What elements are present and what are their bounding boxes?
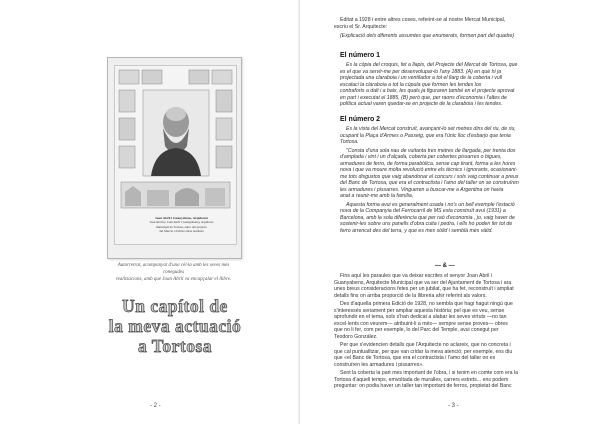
portrait-image (114, 65, 237, 245)
text-line: que no li fer, com per exemple, lo del Parc del Temple, avui conegut per (334, 327, 499, 333)
text-line: aprofundir en el tema, sols s'han dedicat a alabar les seves virtuts —no tan (334, 314, 507, 320)
text-line: nova i que va moure molta revolució entre els tècnics i ignorants, ocasionant- (340, 167, 518, 173)
text-line: projectada una claraboia i un ventilador a tot el llarg de la coberta i vull (340, 75, 503, 81)
text-line: Per que s'evidencien detalls que l'Arquitecte no aclareix, que no concreta i (340, 342, 511, 348)
text-line: Barcelona, amb la sola diferència que per raó d'economia , jo, vaig haver de (340, 214, 515, 221)
text-line: Fins aquí les paraules que va deixar escrites el senyor Joan Abril i (340, 273, 492, 279)
photo-frame (107, 57, 242, 259)
text-line: escalaci la claraboia a tot la cúpula que formen les tendes los (340, 81, 482, 88)
caption-line: Joan Abril (o Joan Abril i Guanyabens), arquitecte (149, 220, 214, 225)
text-line: Aquesta forma avui es generalment usada i no's un bell exemple l'estació (346, 201, 515, 208)
text-line: nova de la Companyia del Ferrocarril de MS esta construït avui (1931) a (340, 208, 506, 214)
intro-line: escriu el Sr. Arquitecte: (334, 23, 388, 30)
caption-line: municipal de Tortosa, autor del projecte (156, 224, 207, 229)
chapter-title-line: a Tortosa (137, 336, 213, 356)
text-line: armadures de ferro, de forma parabòlica, sense cap tirant, forma a les hores (340, 160, 516, 167)
text-line: les armadures i pissarres. Vingueren a buscar-me a Argentina on havia (340, 186, 504, 193)
chapter-title-line: Un capítol de (122, 296, 228, 316)
text-line: Tortosa. (340, 139, 359, 145)
text-line: anat a reunir-me amb la família, (340, 193, 414, 199)
photo-credit (107, 262, 240, 283)
portrait-caption (121, 216, 242, 234)
text-line: contraforts a dalt i a baix, les quals ja figuraren també en el projecte aprovat (340, 88, 515, 94)
section-1-text (340, 62, 572, 108)
caption-line: del Mercat i d'altres obres notables (159, 229, 204, 234)
text-line: detalls fins on arriba proporció de la llibreria ahir referint als valors. (334, 292, 487, 299)
text-line: me tots disgustos que vaig abandonar el concurs i sols vaig continuar a preus (340, 173, 519, 180)
chapter-title-line: la meva actuació (108, 316, 242, 336)
photo-credit-line: Autorretrat, acompanyat d'una cèl·la amb les seves més conegudes (117, 263, 230, 275)
text-line: Des d'aquella primera Edició de 1928, no sembla que hagi hagut ningú que (340, 301, 513, 307)
intro-note: (Explicació dels diferents assumtes que enumerats, formen part del quadre) (340, 33, 515, 39)
text-line: política actual varen quedar-se en projecte de la claraboia i les tendes. (340, 101, 503, 107)
section-2-text (340, 126, 572, 234)
text-line: es el que va servir-me per desenvolupar-lo l'any 1883. (A) en què hi ja (340, 68, 502, 75)
text-line: Tortosa d'aquell temps, emvoltada de muralles, carrers estrets... ens podem (334, 376, 509, 383)
text-line: s'interessés seriament per ampliar aquesta història; pel que es veu, sense (334, 307, 505, 314)
intro-paragraph (334, 17, 572, 40)
caption-title: Joan Abril i Guanyabens, Arquitecte (155, 216, 208, 220)
body-text (334, 273, 572, 390)
text-line: preguntar: on podia haver un taller tan important de ferros, propietat del Banc (334, 383, 512, 389)
text-line: del Banc de Tortosa, que era el contractista i l'amo del taller on se construïren (340, 180, 519, 186)
page-number-left: - 2 - (150, 403, 161, 409)
text-line: en part i executat el 1885, (B) però que, per raons d'economia i l'altes de (340, 94, 507, 101)
text-line: sostenir-les sobre uns panells d'obra cuita i pedra, i ells ho poden fer tot de (340, 221, 513, 227)
text-line: unes breus consideracions fetes per un jubilat, que ha fet, reconstruït i ampliat (334, 286, 514, 292)
section-divider: — & — (435, 263, 455, 269)
text-line: Es la còpia del croquis, fet a llapis, del Projecte del Mercat de Tortosa, que (346, 62, 518, 68)
text-line: "Consta d'una sola nau de vuitanta tres metres de llargada, per trenta dos (346, 147, 516, 154)
text-line: Teodoro González. (334, 333, 378, 340)
text-line: Sent la coberta la part mes important de l'obra, i si tenim en comte com era la (340, 370, 519, 376)
right-page (300, 0, 600, 424)
chapter-title (60, 296, 290, 356)
text-line: d'amplada i vint i un d'alçada, coberta per cobertes pissarres o bigues, (340, 154, 502, 160)
text-line: Guanyabens, Arquitecte Municipal que va ser del Ajuntament de Tortosa i ara (334, 279, 512, 286)
text-line: que «el Banc de Tortosa, que era el contractista i l'amo del taller on es (334, 355, 496, 361)
text-line: ocupant la Plaça d'Armes o Passeig, que era l'únic lloc d'esbarjo que tenia (340, 132, 511, 139)
page-number-right: - 3 - (448, 403, 459, 409)
photo-credit-line: realitzacions, amb que Joan Abril va encapçalar el llibre. (115, 277, 232, 282)
section-heading-2: El número 2 (340, 116, 381, 123)
text-line: construïren les armadures i pissarres». (334, 361, 424, 368)
intro-line: Editat a 1928 i entre altres coses, referint-se al nostre Mercat Municipal, (340, 17, 506, 23)
text-line: excel·lents con veurem— atribuint-li a més— sempre sense proves— obres (334, 320, 508, 327)
text-line: Es la vista del Mercat construït, avançant-lo set metres dins del riu, de riu, (346, 126, 516, 132)
text-line: que cal puntualitzar, per que van cridar la meva atenció; per exemple, ens diu (334, 348, 513, 355)
section-heading-1: El número 1 (340, 52, 381, 59)
text-line: ferro arrencat des del terra, y que es mes sòlid i semblà més vàlid. (340, 227, 493, 234)
